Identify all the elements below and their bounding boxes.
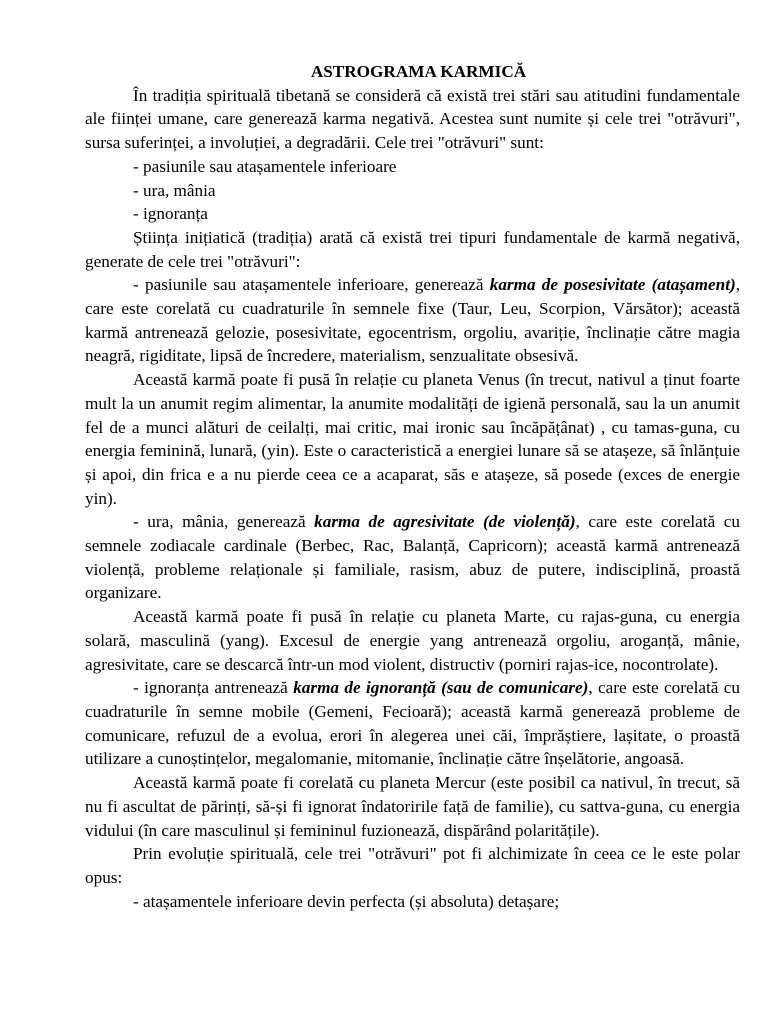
karma-lead-text: - ignoranța antrenează — [133, 678, 294, 698]
intro-paragraph: În tradiția spirituală tibetană se consideră că există trei stări sau atitudini fundamentale ale ființei umane, care generează karma negativă. Acestea sunt numite și cele trei "otrăvuri", sursa suferinței, a involuției, a degradării. Cele trei "otrăvuri" sunt: — [85, 85, 740, 153]
poison-item: - ignoranța — [133, 204, 208, 224]
karma-posesivitate-paragraph — [85, 273, 740, 368]
evolution-paragraph: Prin evoluție spirituală, cele trei "otrăvuri" pot fi alchimizate în ceea ce le este polar opus: — [85, 844, 740, 887]
marte-relation-paragraph: Această karmă poate fi pusă în relație cu planeta Marte, cu rajas-guna, cu energia solară, masculină (yang). Excesul de energie yang antrenează orgoliu, aroganță, mânie, agresivitate, care se descarcă într-un mod violent, distructiv (porniri rajas-ice, nocontrolate). — [85, 607, 740, 674]
page-title: ASTROGRAMA KARMICĂ — [310, 62, 527, 81]
karma-emphasis: karma de ignoranță (sau de comunicare) — [293, 678, 589, 698]
karma-lead-text: - pasiunile sau atașamentele inferioare, generează — [133, 275, 490, 295]
karma-description: , care este corelată cu semnele zodiacale cardinale (Berbec, Rac, Balanță, Capricorn); această karmă antrenează violență, probleme relaționale și familiale, rasism, abuz de putere, indisciplină, proastă organizare. — [85, 512, 740, 603]
venus-relation-paragraph: Această karmă poate fi pusă în relație cu planeta Venus (în trecut, nativul a ținut foarte mult la un anumit regim alimentar, la anumite modalități de igienă personală, sau la un anumit fel de a munci alături de ceilalți, mai critic, mai ironic sau încăpățânat) , cu tamas-guna, cu energia feminină, lunară, (yin). Este o caracteristică a energiei lunare să se atașeze, să înlănțuie și apoi, din frica e a nu pierde ceea ce a acaparat, săs e atașeze, să posede (exces de energie yin). — [85, 370, 740, 508]
karma-ignoranta-paragraph — [85, 676, 740, 771]
poison-item: - pasiunile sau atașamentele inferioare — [133, 156, 397, 176]
karma-description: , care este corelată cu cuadraturile în semne mobile (Gemeni, Fecioară); această karmă generează probleme de comunicare, refuzul de a evolua, erori în alegerea unei căi, împrăștiere, lașitate, o proastă utilizare a cunoștințelor, megalomanie, mitomanie, înclinație către înșelătorie, angoasă. — [85, 678, 741, 769]
karma-emphasis: karma de agresivitate (de violență) — [314, 512, 576, 532]
karma-emphasis: karma de posesivitate (atașament) — [489, 275, 736, 295]
science-intro-paragraph: Știința inițiatică (tradiția) arată că există trei tipuri fundamentale de karmă negativă, generate de cele trei "otrăvuri": — [85, 227, 740, 271]
poison-item: - ura, mânia — [133, 180, 216, 200]
mercur-relation-paragraph: Această karmă poate fi corelată cu planeta Mercur (este posibil ca nativul, în trecut, să nu fi ascultat de părinți, să-și fi ignorat îndatoririle față de familie), cu sattva-guna, cu energia vidului (în care masculinul și femininul fuzionează, dispărând polaritățile). — [85, 773, 740, 840]
karma-description: , care este corelată cu cuadraturile în semnele fixe (Taur, Leu, Scorpion, Vărsător); această karmă antrenează gelozie, posesivitate, egocentrism, orgoliu, avariție, înclinație către magia neagră, rigiditate, lipsă de încredere, materialism, senzualitate obsesivă. — [85, 275, 740, 366]
karma-agresivitate-paragraph — [85, 510, 740, 605]
karma-lead-text: - ura, mânia, generează — [133, 512, 315, 532]
cutoff-list-item: - atașamentele inferioare devin perfecta (și absoluta) detașare; — [133, 891, 560, 911]
